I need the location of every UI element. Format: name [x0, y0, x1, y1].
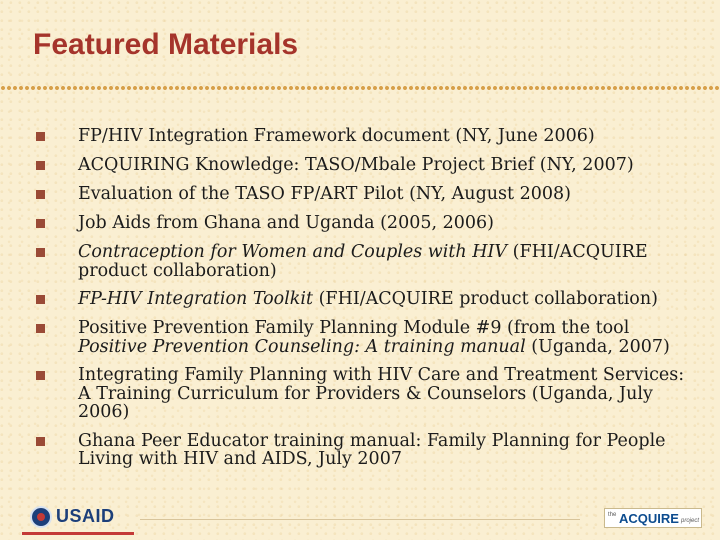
bullet-text: (Uganda, 2007) — [525, 336, 670, 357]
bullet-text: FP/HIV Integration Framework document (NY, June 2006) — [78, 126, 595, 146]
list-item — [34, 432, 694, 469]
bullet-text: Integrating Family Planning with HIV Care and Treatment Services: A Training Curriculum for Providers & Counselors (Uganda, July 2006) — [78, 365, 685, 422]
slide-title: Featured Materials — [33, 28, 299, 61]
title-divider — [0, 85, 720, 91]
square-bullet-icon — [36, 371, 45, 380]
usaid-logo-text: USAID — [56, 506, 115, 526]
list-item — [34, 127, 694, 146]
square-bullet-icon — [36, 190, 45, 199]
acquire-logo-name: ACQUIRE — [619, 511, 679, 526]
bullet-text: (FHI/ACQUIRE product collaboration) — [313, 289, 658, 309]
list-item — [34, 214, 694, 233]
bullet-italic-title: FP-HIV Integration Toolkit — [78, 289, 314, 309]
square-bullet-icon — [36, 219, 45, 228]
acquire-logo-project: project — [681, 518, 700, 524]
list-item — [34, 243, 694, 280]
bullet-italic-title: Positive Prevention Counseling: A training manual — [78, 336, 526, 357]
square-bullet-icon — [36, 161, 45, 170]
acquire-logo-the: the — [608, 512, 617, 518]
bullet-text: Evaluation of the TASO FP/ART Pilot (NY, August 2008) — [78, 184, 571, 204]
acquire-project-logo — [604, 508, 702, 528]
square-bullet-icon — [36, 132, 45, 141]
square-bullet-icon — [36, 324, 45, 333]
usaid-logo — [22, 502, 134, 536]
bullet-text: ACQUIRING Knowledge: TASO/Mbale Project Brief (NY, 2007) — [78, 155, 634, 175]
usaid-seal-icon — [30, 506, 52, 528]
list-item — [34, 156, 694, 175]
usaid-stripe — [22, 532, 134, 535]
square-bullet-icon — [36, 295, 45, 304]
bullet-text: Ghana Peer Educator training manual: Family Planning for People Living with HIV and AIDS, July 2007 — [78, 430, 666, 469]
square-bullet-icon — [36, 248, 45, 257]
bullet-text-lead: Positive Prevention Family Planning Module #9 (from the tool — [78, 318, 630, 338]
footer-divider — [140, 519, 580, 520]
bullet-list — [34, 127, 694, 479]
bullet-italic-title: Contraception for Women and Couples with HIV — [78, 242, 508, 262]
square-bullet-icon — [36, 437, 45, 446]
bullet-text: (FHI/ACQUIRE product collaboration) — [78, 242, 648, 281]
list-item — [34, 366, 694, 422]
list-item — [34, 290, 694, 309]
list-item — [34, 319, 694, 356]
bullet-text: Job Aids from Ghana and Uganda (2005, 2006) — [78, 213, 494, 233]
list-item — [34, 185, 694, 204]
